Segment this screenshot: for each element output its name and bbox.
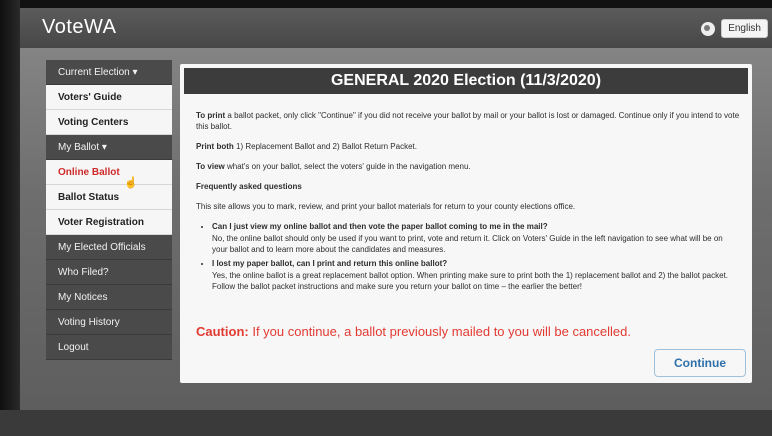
print-both-instructions <box>196 141 740 152</box>
print-both-prefix: Print both <box>196 142 234 151</box>
hand-pointer-icon: ☝ <box>124 177 138 189</box>
sidebar-item-logout[interactable]: Logout <box>46 335 172 360</box>
caution-label: Caution: <box>196 324 249 339</box>
sidebar-item-current-election[interactable]: Current Election ▾ <box>46 60 172 85</box>
desk-background <box>0 410 772 436</box>
top-nav-bar <box>20 8 772 48</box>
language-button[interactable]: English <box>721 19 768 38</box>
view-instructions <box>196 161 740 172</box>
continue-button[interactable]: Continue <box>654 349 746 377</box>
sidebar-item-voters-guide[interactable]: Voters' Guide <box>46 85 172 110</box>
sidebar-item-voter-registration[interactable]: Voter Registration <box>46 210 172 235</box>
sidebar-item-my-elected-officials[interactable]: My Elected Officials <box>46 235 172 260</box>
monitor-bezel-left <box>0 0 20 436</box>
votewa-logo[interactable]: VoteWA <box>42 16 117 38</box>
faq-list <box>196 221 740 292</box>
content <box>196 110 740 295</box>
faq-item <box>212 258 740 292</box>
main-panel <box>180 64 752 383</box>
sidebar-item-ballot-status[interactable]: Ballot Status <box>46 185 172 210</box>
print-instructions-prefix: To print <box>196 111 226 120</box>
faq-answer: Yes, the online ballot is a great replacement ballot option. When printing make sure to print both the 1) replacement ballot and 2) the ballot packet. Follow the ballot packet instructions and make sure you return your ballot on time – the earlier the better! <box>212 271 729 291</box>
language-selector[interactable] <box>701 19 768 38</box>
sidebar-item-online-ballot[interactable]: Online Ballot <box>46 160 172 185</box>
sidebar-item-my-notices[interactable]: My Notices <box>46 285 172 310</box>
faq-question: • Can I just view my online ballot and then vote the paper ballot coming to me in the mail? <box>212 222 548 231</box>
faq-answer: No, the online ballot should only be used if you want to print, vote and return it. Click on Voters' Guide in the left navigation to see what will be on your ballot and to learn more about the candidates and measures. <box>212 234 723 254</box>
print-both-text: 1) Replacement Ballot and 2) Ballot Return Packet. <box>233 142 417 151</box>
sidebar <box>46 60 172 360</box>
caution-text: If you continue, a ballot previously mailed to you will be cancelled. <box>248 324 631 339</box>
page-title: GENERAL 2020 Election (11/3/2020) <box>184 68 748 94</box>
view-instructions-prefix: To view <box>196 162 225 171</box>
caution-message <box>196 324 631 339</box>
site-description: This site allows you to mark, review, and print your ballot materials for return to your county elections office. <box>196 202 576 211</box>
globe-icon[interactable] <box>701 22 715 36</box>
faq-heading: Frequently asked questions <box>196 182 302 191</box>
sidebar-item-who-filed[interactable]: Who Filed? <box>46 260 172 285</box>
sidebar-item-voting-centers[interactable]: Voting Centers <box>46 110 172 135</box>
print-instructions <box>196 110 740 132</box>
print-instructions-text: a ballot packet, only click "Continue" if you did not receive your ballot by mail or your ballot is lost or damaged. Continue only if you intend to vote this ballot. <box>196 111 740 131</box>
sidebar-item-voting-history[interactable]: Voting History <box>46 310 172 335</box>
faq-question: • I lost my paper ballot, can I print and return this online ballot? <box>212 259 448 268</box>
screen <box>20 8 772 418</box>
view-instructions-text: what's on your ballot, select the voters' guide in the navigation menu. <box>224 162 471 171</box>
sidebar-item-my-ballot[interactable]: My Ballot ▾ <box>46 135 172 160</box>
faq-item <box>212 221 740 255</box>
